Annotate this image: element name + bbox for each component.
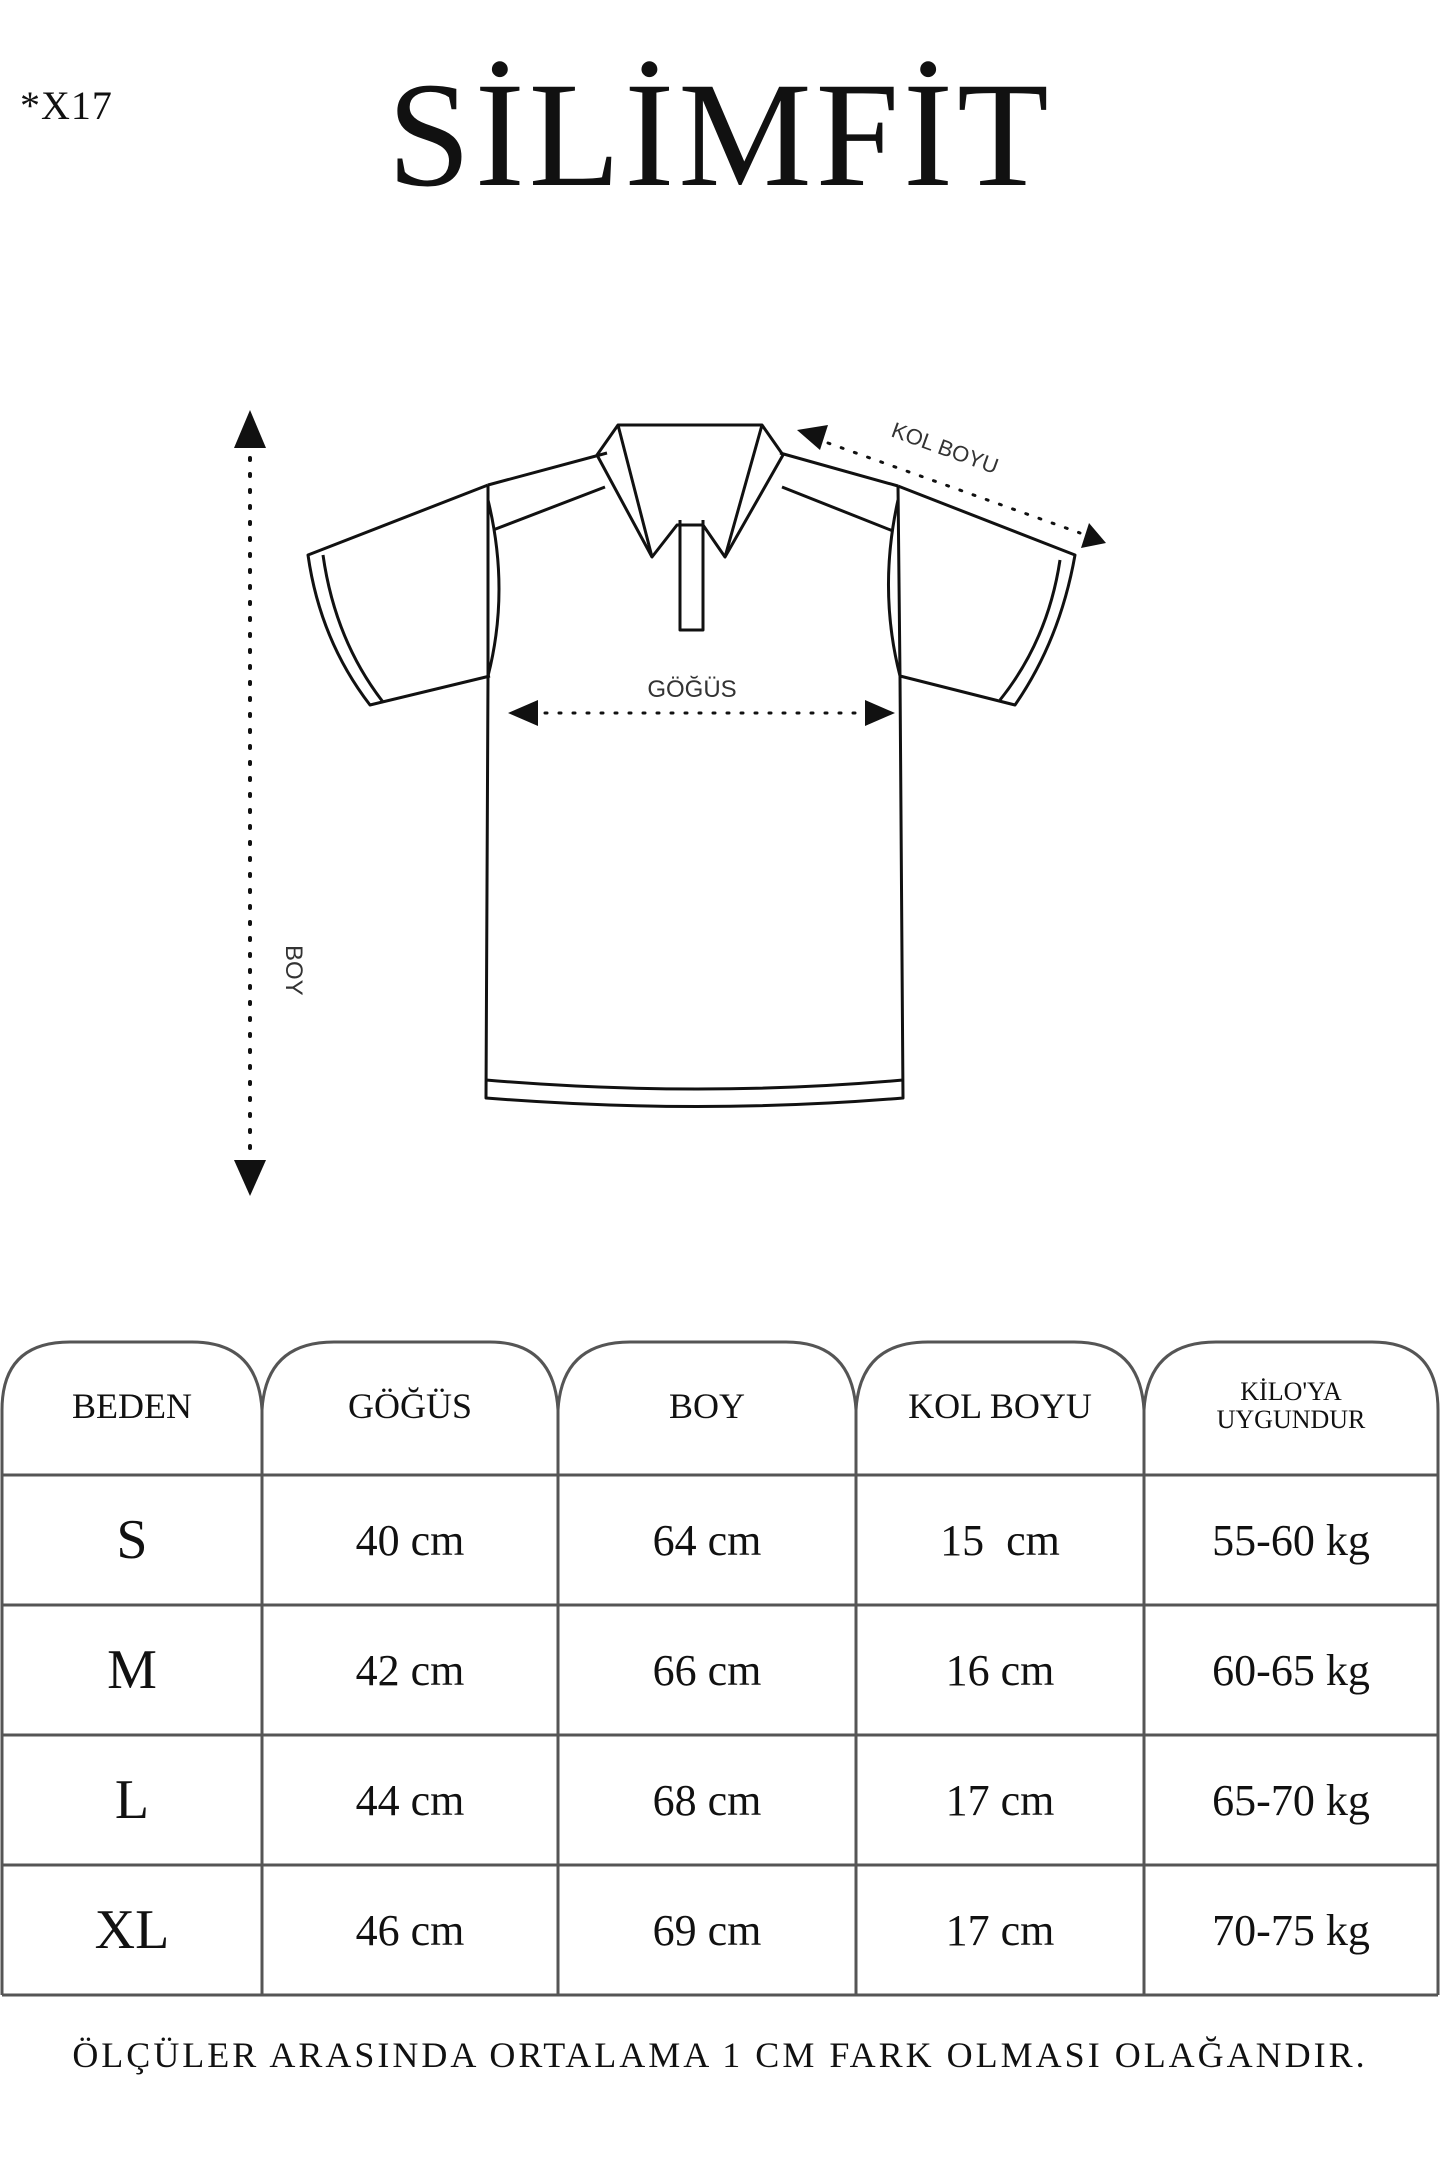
row-s-size: S [116, 1509, 148, 1571]
row-s-weight: 55-60 kg [1212, 1515, 1370, 1565]
left-sleeve [308, 485, 490, 705]
shirt-body-outline [486, 485, 903, 1107]
row-m-sleeve: 16 cm [945, 1645, 1055, 1695]
header-weight-line2: UYGUNDUR [1216, 1404, 1366, 1434]
row-l-weight: 65-70 kg [1212, 1775, 1370, 1825]
placket [680, 520, 703, 630]
row-m-weight: 60-65 kg [1212, 1645, 1370, 1695]
chest-arrow [508, 700, 895, 726]
row-l-size: L [114, 1769, 150, 1831]
row-xl-sleeve: 17 cm [945, 1905, 1055, 1955]
shirt-hem-line [486, 1080, 903, 1089]
row-xl-length: 69 cm [652, 1905, 762, 1955]
measurement-diagram [0, 380, 1440, 1220]
header-chest: GÖĞÜS [347, 1385, 472, 1426]
row-xl-weight: 70-75 kg [1212, 1905, 1370, 1955]
row-s-chest: 40 cm [355, 1515, 465, 1565]
header-length: BOY [668, 1385, 745, 1426]
header-sleeve: KOL BOYU [908, 1385, 1092, 1426]
row-m-size: M [107, 1639, 157, 1701]
right-sleeve [898, 486, 1075, 705]
row-m-chest: 42 cm [355, 1645, 465, 1695]
row-l-chest: 44 cm [355, 1775, 465, 1825]
product-code: *X17 [20, 83, 113, 128]
sleeve-label: KOL BOYU [888, 417, 1002, 479]
row-s-length: 64 cm [652, 1515, 762, 1565]
row-s-sleeve: 15 cm [940, 1515, 1060, 1565]
row-m-length: 66 cm [652, 1645, 762, 1695]
shirt-illustration [0, 380, 1440, 1220]
row-l-length: 68 cm [652, 1775, 762, 1825]
brand-title: SİLİMFİT [387, 52, 1053, 218]
header-weight [1144, 1338, 1438, 1473]
header-size: BEDEN [72, 1385, 192, 1426]
length-label: BOY [280, 945, 307, 996]
length-arrow [234, 410, 266, 1196]
chest-label: GÖĞÜS [647, 676, 737, 703]
header-weight-line1: KİLO'YA [1240, 1377, 1342, 1407]
row-l-sleeve: 17 cm [945, 1775, 1055, 1825]
footer-note: ÖLÇÜLER ARASINDA ORTALAMA 1 CM FARK OLMASI OLAĞANDIR. [72, 2035, 1368, 2075]
row-xl-chest: 46 cm [355, 1905, 465, 1955]
row-xl-size: XL [94, 1899, 170, 1961]
